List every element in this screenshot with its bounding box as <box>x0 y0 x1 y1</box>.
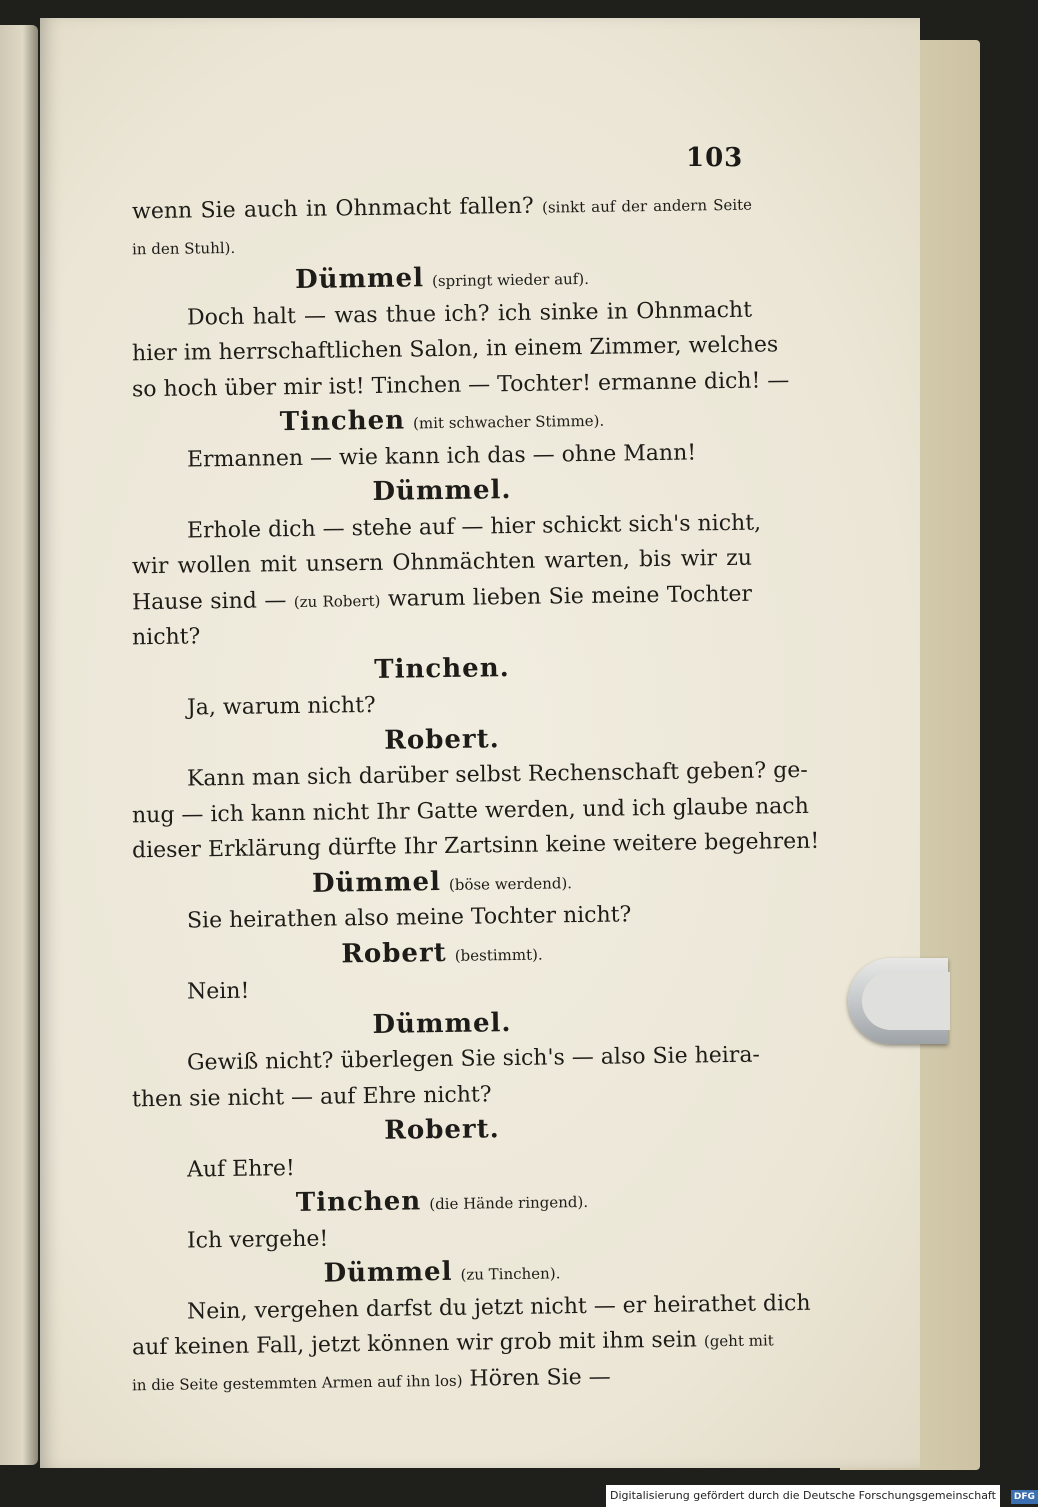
dialogue-text: auf keinen Fall, jetzt können wir grob mit ihm sein <box>131 1327 705 1361</box>
dialogue-text: wir wollen mit unsern Ohnmächten warten, bis wir zu <box>131 545 753 580</box>
stage-direction: in den Stuhl). <box>131 238 236 258</box>
stage-direction: (sinkt auf der andern Seite <box>541 195 753 217</box>
speaker-name: Dümmel. <box>372 475 512 507</box>
dialogue-text: warum lieben Sie meine Tochter <box>380 581 753 612</box>
dialogue-text: nug — ich kann nicht Ihr Gatte werden, und ich glaube nach <box>131 793 809 828</box>
stage-direction: (zu Robert) <box>293 591 381 611</box>
speaker-name: Dümmel <box>311 866 442 899</box>
dialogue-text: Ermannen — wie kann ich das — ohne Mann! <box>186 439 697 473</box>
speaker-name: Tinchen <box>295 1186 422 1219</box>
stage-direction: (geht mit <box>703 1331 774 1351</box>
page-clip-inner <box>862 972 950 1030</box>
dialogue-text: Hause sind — <box>131 587 295 615</box>
dialogue-text: Nein, vergehen darfst du jetzt nicht — er heirathet dich <box>186 1290 811 1325</box>
digitization-footer <box>606 1485 1035 1507</box>
speaker-name: Dümmel <box>294 263 425 296</box>
stage-direction: (bestimmt). <box>454 945 543 965</box>
speaker-name: Tinchen. <box>374 652 510 685</box>
previous-page-edge <box>0 25 38 1465</box>
dfg-logo: DFG <box>1011 1490 1038 1504</box>
dialogue-text: Sie heirathen also meine Tochter nicht? <box>186 902 632 934</box>
dialogue-text: nicht? <box>131 624 201 651</box>
page-text <box>131 190 820 1397</box>
dialogue-text: hier im herrschaftlichen Salon, in einem Zimmer, welches <box>131 332 779 367</box>
dialogue-text: Doch halt — was thue ich? ich sinke in Ohnmacht <box>186 297 753 331</box>
speaker-name: Robert. <box>384 1114 500 1146</box>
speaker-name: Tinchen <box>279 405 406 438</box>
dialogue-text: Auf Ehre! <box>186 1155 295 1183</box>
dialogue-text: dieser Erklärung dürfte Ihr Zartsinn keine weitere begehren! <box>131 828 820 864</box>
stage-direction: (springt wieder auf). <box>431 269 590 291</box>
speaker-name: Dümmel. <box>372 1007 512 1040</box>
footer-text: Digitalisierung gefördert durch die Deutsche Forschungsgemeinschaft - <box>610 1489 1004 1502</box>
dialogue-text: Gewiß nicht? überlegen Sie sich's — also Sie heira- <box>186 1042 761 1076</box>
stage-direction: (mit schwacher Stimme). <box>412 411 605 433</box>
stage-direction: in die Seite gestemmten Armen auf ihn los) <box>131 1371 463 1394</box>
dialogue-text: Ich vergehe! <box>186 1226 329 1254</box>
stage-direction: (böse werdend). <box>448 873 573 894</box>
dialogue-text: so hoch über mir ist! Tinchen — Tochter! ermanne dich! — <box>131 367 790 402</box>
dialogue-text: wenn Sie auch in Ohnmacht fallen? <box>131 193 543 225</box>
dialogue-text: Ja, warum nicht? <box>186 692 376 721</box>
speaker-name: Robert <box>341 937 447 969</box>
page-number: 103 <box>686 143 744 173</box>
stage-direction: (die Hände ringend). <box>429 1192 589 1214</box>
speaker-name: Robert. <box>384 723 500 756</box>
dialogue-text: Erhole dich — stehe auf — hier schickt sich's nicht, <box>186 510 762 544</box>
dialogue-text: Nein! <box>186 978 250 1005</box>
stage-direction: (zu Tinchen). <box>460 1264 561 1284</box>
dialogue-text: then sie nicht — auf Ehre nicht? <box>131 1081 492 1112</box>
speaker-name: Dümmel <box>323 1256 453 1289</box>
dialogue-text: Kann man sich darüber selbst Rechenschaft geben? ge- <box>186 757 808 792</box>
dialogue-text: Hören Sie — <box>462 1364 611 1392</box>
